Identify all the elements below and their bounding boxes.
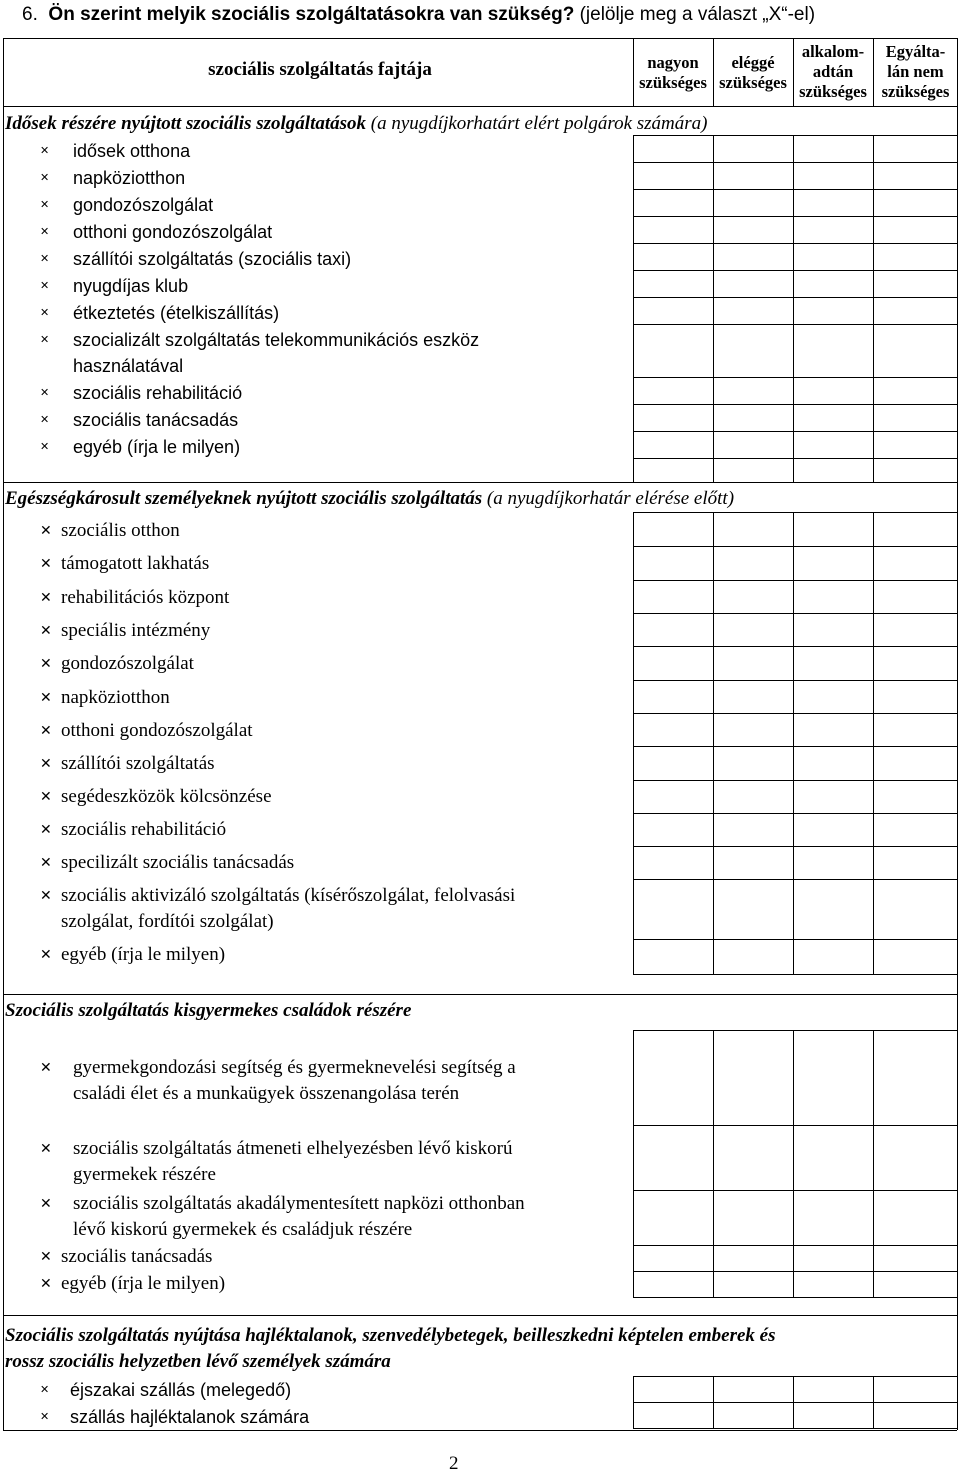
item-label: napköziotthon [73,168,186,188]
grid-line-h [633,1030,957,1031]
grid-line-v [873,1030,874,1297]
grid-line-v [713,1376,714,1428]
cross-bullet-icon: ✕ [40,855,52,871]
list-item [40,165,186,191]
grid-line-h [633,879,957,880]
grid-line-v [713,135,714,482]
cross-bullet-icon: ✕ [40,947,52,963]
section-elderly-title: Idősek részére nyújtott szociális szolgáltatások (a nyugdíjkorhatárt elért polgárok számára) [5,113,708,134]
item-label: egyéb (írja le milyen) [61,1273,226,1294]
cross-bullet-icon: ✕ [40,656,52,672]
grid-line-h [633,512,957,513]
list-item [73,1081,459,1107]
cross-bullet-icon: ✕ [40,822,52,838]
list-item [40,618,211,644]
grid-line-v [873,135,874,482]
grid-line-h [633,135,957,136]
list-item [40,434,241,460]
grid-line-h [633,324,957,325]
cross-bullet-icon: ✕ [40,556,52,572]
item-label: szolgálat, fordítói szolgálat) [61,911,274,932]
grid-line-h [633,270,957,271]
grid-line-v [957,38,958,1430]
cross-bullet-icon: ✕ [40,386,50,399]
list-item [40,751,215,777]
item-label: otthoni gondozószolgálat [73,222,273,242]
list-item [40,273,189,299]
grid-line-h [633,680,957,681]
grid-line-h [633,546,957,547]
grid-line-h [633,1271,957,1272]
list-item [40,1136,513,1162]
header-very-needed: nagyon szükséges [639,53,707,92]
grid-line-h [3,482,957,483]
list-item [40,300,280,326]
item-label: használatával [73,356,184,376]
grid-line-h [633,646,957,647]
header-sometimes-needed: alkalom- adtán szükséges [799,42,867,101]
cross-bullet-icon: ✕ [40,1249,52,1265]
item-label: szállítói szolgáltatás (szociális taxi) [73,249,352,269]
list-item [73,1162,216,1188]
header-not-needed: Egyálta- lán nem szükséges [881,42,950,101]
section-families-title: Szociális szolgáltatás kisgyermekes családok részére [5,1000,412,1021]
list-item [40,718,253,744]
list-item [40,246,352,272]
cross-bullet-icon: ✕ [40,690,52,706]
item-label: szociális szolgáltatás átmeneti elhelyezésben lévő kiskorú [73,1138,513,1159]
list-item [40,883,516,909]
cross-bullet-icon: ✕ [40,789,52,805]
grid-line-v [633,1030,634,1297]
grid-line-h [3,106,957,107]
grid-line-v [3,38,4,1430]
grid-line-v [793,1376,794,1428]
item-label: szociális aktivizáló szolgáltatás (kísérőszolgálat, felolvasási [61,885,516,906]
cross-bullet-icon: ✕ [40,333,50,346]
list-item [40,685,170,711]
grid-line-h [633,458,957,459]
grid-line-h [3,994,957,995]
cross-bullet-icon: ✕ [40,623,52,639]
list-item [40,1191,525,1217]
header-type-col: szociális szolgáltatás fajtája [208,59,432,80]
cross-bullet-icon: ✕ [40,590,52,606]
grid-line-h [633,162,957,163]
grid-line-h [633,1190,957,1191]
grid-line-v [793,512,794,974]
list-item [40,1404,310,1430]
cross-bullet-icon: ✕ [40,279,50,292]
list-item [40,817,227,843]
grid-line-v [633,1376,634,1428]
list-item [40,407,239,433]
grid-line-v [793,135,794,482]
item-label: rehabilitációs központ [61,587,230,608]
grid-line-h [633,1245,957,1246]
item-label: szocializált szolgáltatás telekommunikációs eszköz [73,330,480,350]
list-item [40,518,180,544]
grid-line-h [633,216,957,217]
cross-bullet-icon: ✕ [40,1141,52,1157]
list-item [40,192,214,218]
grid-line-h [633,297,957,298]
item-label: gyermekgondozási segítség és gyermeknevelési segítség a [73,1057,516,1078]
item-label: otthoni gondozószolgálat [61,720,253,741]
cross-bullet-icon: ✕ [40,888,52,904]
list-item [73,1217,412,1243]
grid-line-h [633,431,957,432]
item-label: szociális rehabilitáció [73,383,243,403]
grid-line-v [713,512,714,974]
item-label: szociális tanácsadás [61,1246,213,1267]
grid-line-v [873,512,874,974]
grid-line-h [633,243,957,244]
item-label: lévő kiskorú gyermekek és családjuk részére [73,1219,413,1240]
item-label: szállás hajléktalanok számára [70,1407,310,1427]
item-label: szociális tanácsadás [73,410,239,430]
cross-bullet-icon: ✕ [40,225,50,238]
list-item [61,909,274,935]
item-label: éjszakai szállás (melegedő) [70,1380,292,1400]
grid-line-h [633,939,957,940]
grid-line-h [633,1376,957,1377]
grid-line-v [873,1376,874,1428]
list-item [40,219,273,245]
grid-line-h [633,780,957,781]
cross-bullet-icon: ✕ [40,756,52,772]
list-item [40,380,243,406]
list-item [40,942,226,968]
grid-line-h [633,580,957,581]
grid-line-h [633,846,957,847]
cross-bullet-icon: ✕ [40,198,50,211]
list-item [40,551,210,577]
item-label: egyéb (írja le milyen) [73,437,241,457]
section-disabled-title: Egészségkárosult személyeknek nyújtott szociális szolgáltatás (a nyugdíjkorhatár elérése előtt) [5,488,735,509]
header-quite-needed: eléggé szükséges [719,53,787,92]
list-item [40,1244,213,1270]
item-label: gondozószolgálat [61,653,194,674]
list-item [40,784,272,810]
cross-bullet-icon: ✕ [40,440,50,453]
grid-line-h [633,404,957,405]
cross-bullet-icon: ✕ [40,1276,52,1292]
item-label: szociális rehabilitáció [61,819,227,840]
list-item [40,1271,226,1297]
list-item [40,585,230,611]
list-item [73,353,183,379]
item-label: speciális intézmény [61,620,211,641]
grid-line-h [633,1428,957,1429]
cross-bullet-icon: ✕ [40,523,52,539]
grid-line-h [633,713,957,714]
item-label: gyermekek részére [73,1164,216,1185]
grid-line-v [713,1030,714,1297]
item-label: napköziotthon [61,687,170,708]
item-label: idősek otthona [73,141,191,161]
section-homeless-title: Szociális szolgáltatás nyújtása hajléktalanok, szenvedélybetegek, beilleszkedni képtelen emberek és rossz szociális helyzetben lévő személyek számára [5,1325,776,1372]
item-label: egyéb (írja le milyen) [61,944,226,965]
cross-bullet-icon: ✕ [40,144,50,157]
question-title: 6. Ön szerint melyik szociális szolgáltatásokra van szükség? (jelölje meg a választ „X“-el) [22,4,816,25]
cross-bullet-icon: ✕ [40,1060,52,1076]
grid-line-h [633,813,957,814]
page-number: 2 [449,1453,459,1474]
grid-line-v [793,1030,794,1297]
cross-bullet-icon: ✕ [40,1410,50,1423]
cross-bullet-icon: ✕ [40,1196,52,1212]
grid-line-h [3,1315,957,1316]
grid-line-h [633,1125,957,1126]
item-label: családi élet és a munkaügyek összenangolása terén [73,1083,460,1104]
grid-line-h [633,189,957,190]
item-label: támogatott lakhatás [61,553,210,574]
cross-bullet-icon: ✕ [40,306,50,319]
item-label: szociális otthon [61,520,180,541]
grid-line-h [633,613,957,614]
item-label: étkeztetés (ételkiszállítás) [73,303,280,323]
grid-line-h [633,1297,957,1298]
grid-line-v [633,135,634,482]
item-label: specilizált szociális tanácsadás [61,852,295,873]
grid-line-h [633,746,957,747]
item-label: szállítói szolgáltatás [61,753,215,774]
grid-line-h [633,377,957,378]
grid-line-h [633,974,957,975]
item-label: gondozószolgálat [73,195,214,215]
cross-bullet-icon: ✕ [40,723,52,739]
grid-line-v [633,512,634,974]
cross-bullet-icon: ✕ [40,171,50,184]
cross-bullet-icon: ✕ [40,413,50,426]
item-label: szociális szolgáltatás akadálymentesített napközi otthonban [73,1193,525,1214]
list-item [40,1055,516,1081]
cross-bullet-icon: ✕ [40,252,50,265]
cross-bullet-icon: ✕ [40,1383,50,1396]
list-item [40,651,194,677]
grid-line-h [3,38,957,39]
list-item [40,138,191,164]
list-item [40,850,295,876]
grid-line-h [3,1430,957,1431]
list-item [40,1377,292,1403]
list-item [40,327,480,353]
item-label: nyugdíjas klub [73,276,189,296]
item-label: segédeszközök kölcsönzése [61,786,272,807]
grid-line-h [633,1402,957,1403]
